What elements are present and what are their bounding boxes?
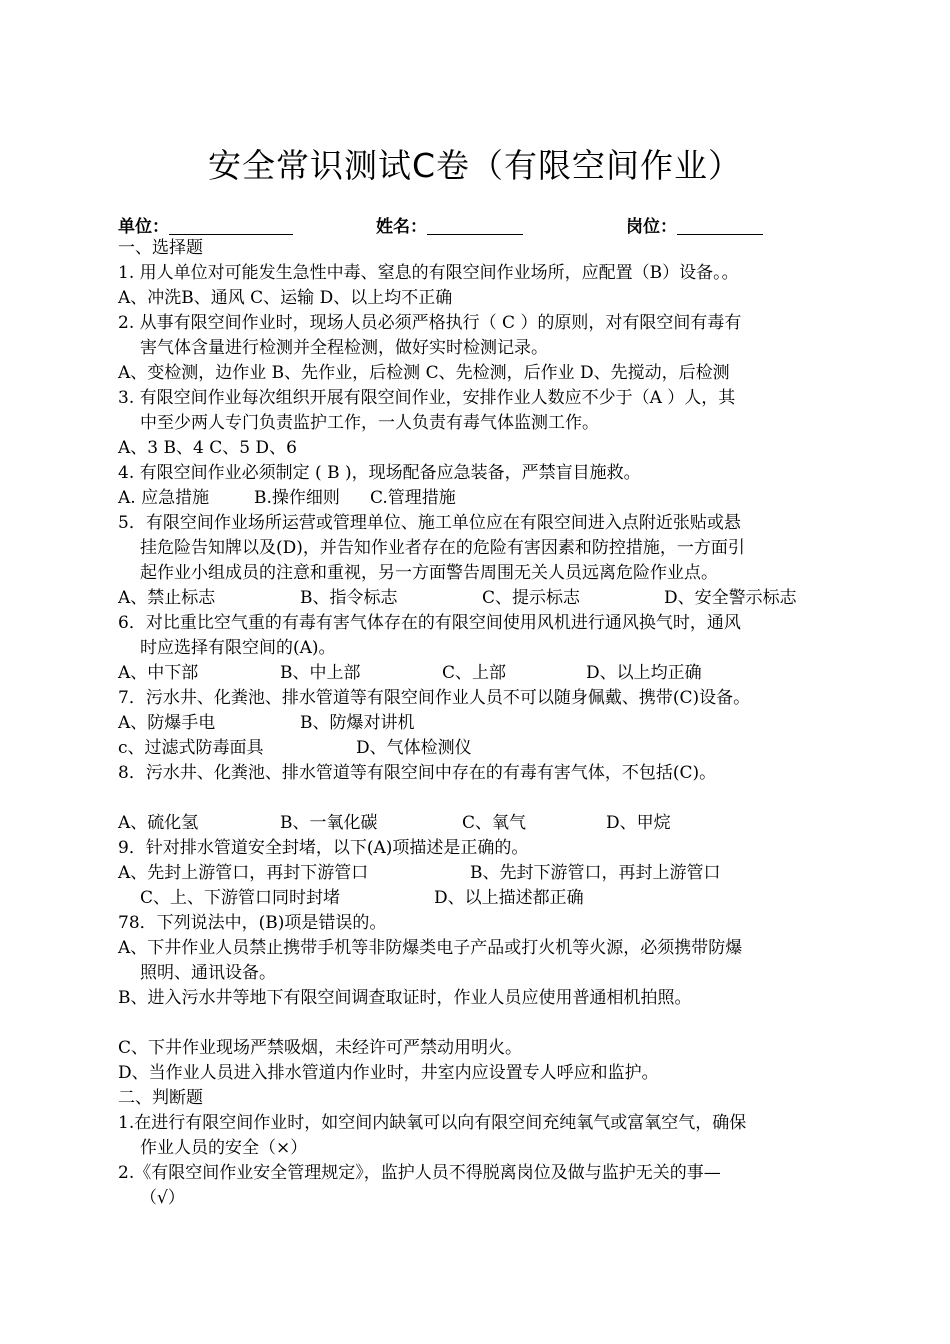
q6-text-1: 6．对比重比空气重的有毒有害气体存在的有限空间使用风机进行通风换气时，通风 — [118, 613, 741, 633]
spacer — [118, 1011, 838, 1036]
unit-label: 单位： — [118, 217, 169, 237]
q3-options: A、3 B、4 C、5 D、6 — [118, 438, 297, 458]
q6-option-b: B、中上部 — [280, 663, 361, 683]
q10-option-a-2: 照明、通讯设备。 — [140, 963, 276, 983]
j1-text-2: 作业人员的安全（×） — [140, 1138, 308, 1158]
q6-option-d: D、以上均正确 — [586, 663, 702, 683]
q10-option-a-1: A、下井作业人员禁止携带手机等非防爆类电子产品或打火机等火源，必须携带防爆 — [118, 938, 743, 958]
j2-text-1: 2.《有限空间作业安全管理规定》，监护人员不得脱离岗位及做与监护无关的事— — [118, 1163, 721, 1183]
q2-text-2: 害气体含量进行检测并全程检测，做好实时检测记录。 — [140, 338, 548, 358]
q9-options-2 — [118, 886, 838, 911]
q10-option-d: D、当作业人员进入排水管道内作业时，井室内应设置专人呼应和监护。 — [118, 1063, 659, 1083]
question-list — [118, 236, 838, 1211]
q9-option-c: C、上、下游管口同时封堵 — [140, 888, 341, 908]
position-blank[interactable] — [677, 216, 763, 235]
spacer — [118, 786, 838, 811]
q4-option-b: B.操作细则 — [254, 488, 340, 508]
q10-option-b: B、进入污水井等地下有限空间调查取证时，作业人员应使用普通相机拍照。 — [118, 988, 692, 1008]
q8-text: 8．污水井、化粪池、排水管道等有限空间中存在的有毒有害气体，不包括(C)。 — [118, 763, 717, 783]
q2-text-1: 2. 从事有限空间作业时，现场人员必须严格执行（ C ）的原则，对有限空间有毒有 — [118, 313, 742, 333]
q4-option-c: C.管理措施 — [370, 488, 456, 508]
q5-text-3: 起作业小组成员的注意和重视，另一方面警告周围无关人员远离危险作业点。 — [140, 563, 718, 583]
q1-options: A、冲洗B、通风 C、运输 D、以上均不正确 — [118, 288, 453, 308]
name-label: 姓名： — [376, 217, 427, 237]
name-field — [376, 212, 523, 237]
j1-text-1: 1.在进行有限空间作业时，如空间内缺氧可以向有限空间充纯氧气或富氧空气，确保 — [118, 1113, 747, 1133]
q2-options: A、变检测，边作业 B、先作业，后检测 C、先检测，后作业 D、先搅动，后检测 — [118, 363, 730, 383]
q7-option-d: D、气体检测仪 — [356, 738, 472, 758]
position-label: 岗位： — [626, 217, 677, 237]
q5-option-a: A、禁止标志 — [118, 588, 216, 608]
q5-text-1: 5．有限空间作业场所运营或管理单位、施工单位应在有限空间进入点附近张贴或悬 — [118, 513, 741, 533]
unit-field — [118, 212, 293, 237]
q5-option-c: C、提示标志 — [482, 588, 581, 608]
q7-options-2 — [118, 736, 838, 761]
page-title: 安全常识测试C卷（有限空间作业） — [207, 146, 743, 185]
q5-option-b: B、指令标志 — [300, 588, 398, 608]
q5-options — [118, 586, 838, 611]
q8-option-d: D、甲烷 — [606, 813, 671, 833]
q4-option-a: A. 应急措施 — [118, 488, 210, 508]
q10-text: 78．下列说法中，(B)项是错误的。 — [118, 913, 387, 933]
q3-text-2: 中至少两人专门负责监护工作，一人负责有毒气体监测工作。 — [140, 413, 599, 433]
q5-text-2: 挂危险告知牌以及(D)，并告知作业者存在的危险有害因素和防控措施，一方面引 — [140, 538, 745, 558]
q9-text: 9．针对排水管道安全封堵，以下(A)项描述是正确的。 — [118, 838, 529, 858]
q4-text: 4. 有限空间作业必须制定 ( B )，现场配备应急装备，严禁盲目施救。 — [118, 463, 641, 483]
q9-option-b: B、先封下游管口，再封上游管口 — [470, 863, 721, 883]
q8-options — [118, 811, 838, 836]
q6-option-a: A、中下部 — [118, 663, 199, 683]
q10-option-c: C、下井作业现场严禁吸烟，未经许可严禁动用明火。 — [118, 1038, 523, 1058]
q7-option-a: A、防爆手电 — [118, 713, 216, 733]
q8-option-b: B、一氧化碳 — [280, 813, 378, 833]
q9-option-d: D、以上描述都正确 — [434, 888, 584, 908]
q8-option-c: C、氧气 — [462, 813, 527, 833]
q7-option-c: c、过滤式防毒面具 — [118, 738, 264, 758]
q4-options — [118, 486, 838, 511]
q3-text-1: 3. 有限空间作业每次组织开展有限空间作业，安排作业人数应不少于（A ）人，其 — [118, 388, 736, 408]
q7-text: 7．污水井、化粪池、排水管道等有限空间作业人员不可以随身佩戴、携带(C)设备。 — [118, 688, 751, 708]
unit-blank[interactable] — [169, 216, 293, 235]
q6-text-2: 时应选择有限空间的(A)。 — [140, 638, 336, 658]
position-field — [626, 212, 763, 237]
choice-section-heading: 一、选择题 — [118, 238, 203, 258]
q1-text: 1. 用人单位对可能发生急性中毒、窒息的有限空间作业场所，应配置（B）设备。。 — [118, 263, 739, 283]
info-row — [118, 212, 838, 238]
judge-section-heading: 二、判断题 — [118, 1088, 203, 1108]
q8-option-a: A、硫化氢 — [118, 813, 199, 833]
q6-option-c: C、上部 — [442, 663, 507, 683]
q9-option-a: A、先封上游管口，再封下游管口 — [118, 863, 369, 883]
j2-text-2: （√） — [140, 1188, 185, 1208]
q7-options-1 — [118, 711, 838, 736]
q9-options-1 — [118, 861, 838, 886]
q6-options — [118, 661, 838, 686]
q5-option-d: D、安全警示标志 — [664, 588, 797, 608]
name-blank[interactable] — [427, 216, 523, 235]
q7-option-b: B、防爆对讲机 — [300, 713, 415, 733]
